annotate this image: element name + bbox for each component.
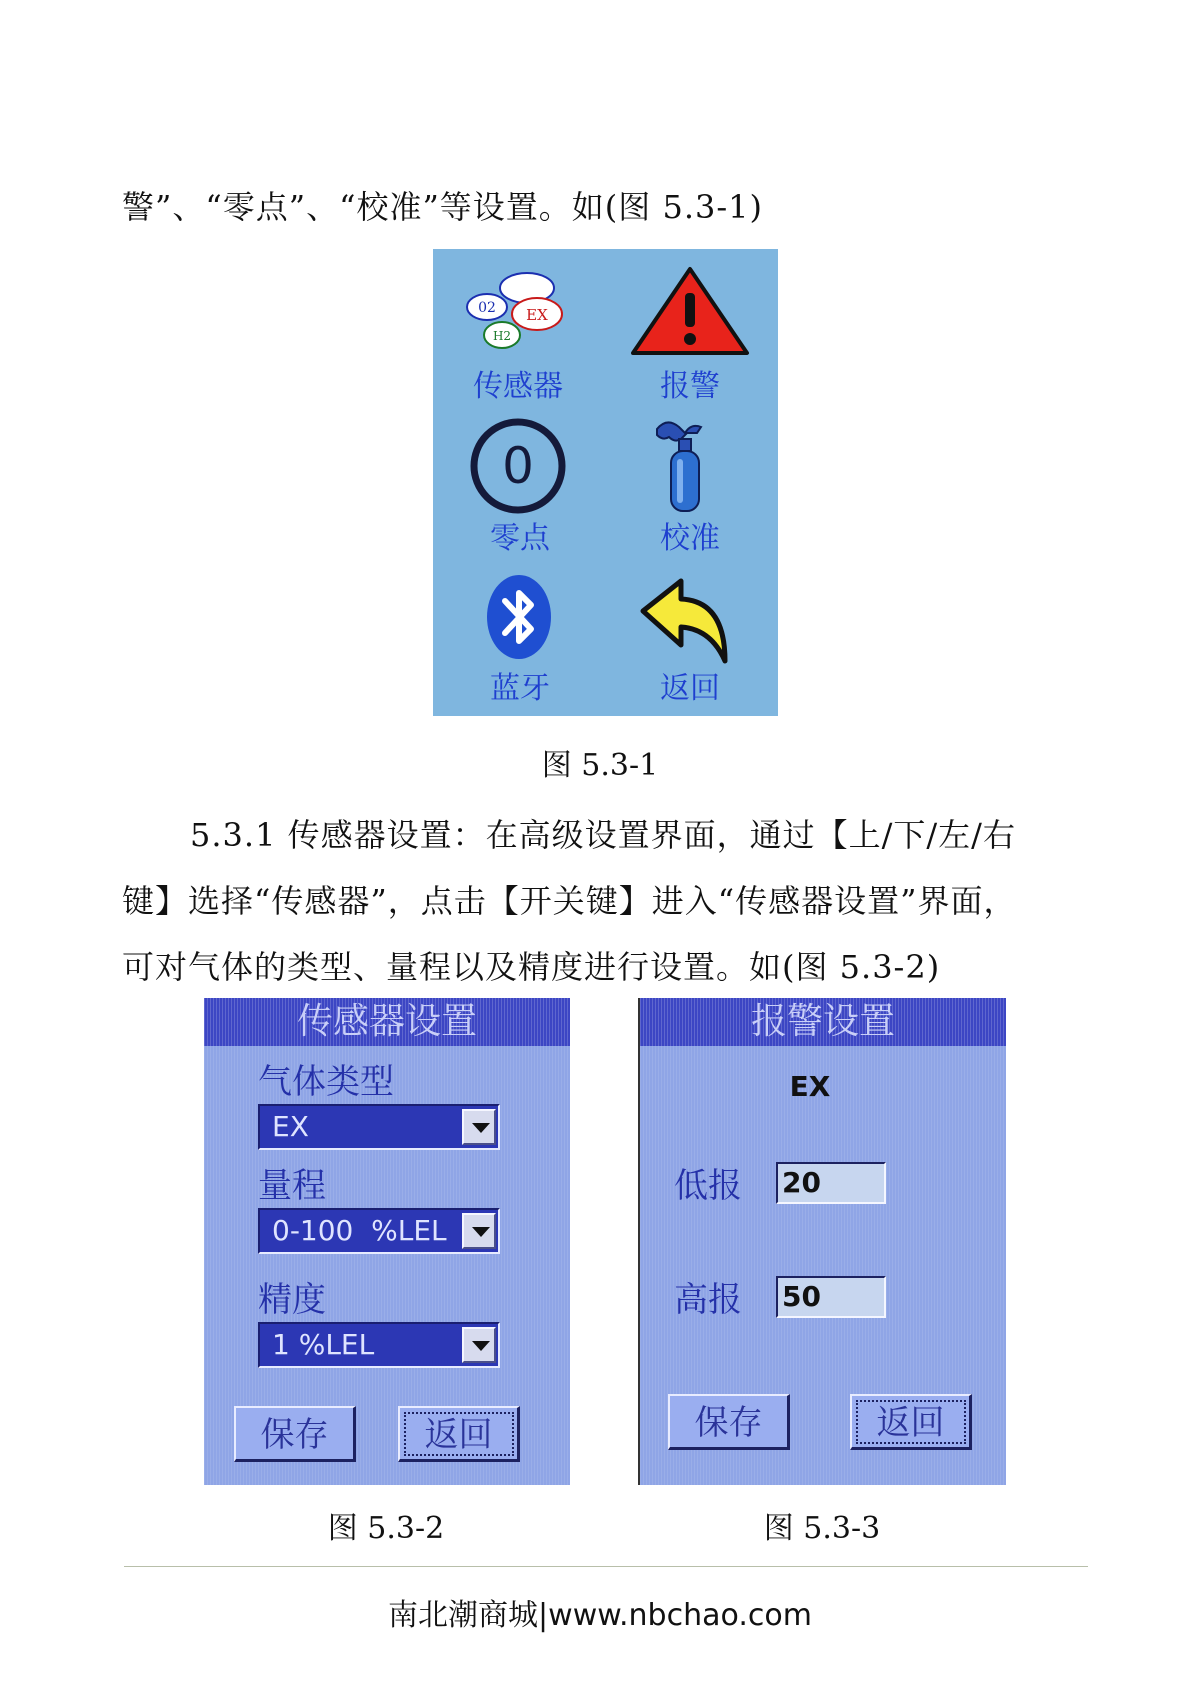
range-label: 量程	[258, 1166, 326, 1206]
bluetooth-icon	[485, 573, 553, 661]
back-arrow-icon	[637, 575, 731, 667]
back-menu-item[interactable]	[637, 575, 731, 671]
svg-text:H2: H2	[492, 329, 512, 343]
precision-value: 1 %LEL	[272, 1328, 375, 1361]
paragraph-line: 警”、“零点”、“校准”等设置。如(图 5.3-1)	[122, 188, 764, 226]
calibrate-menu-item[interactable]	[651, 415, 721, 517]
figure-caption: 图 5.3-1	[541, 748, 659, 783]
advanced-settings-menu	[433, 249, 778, 716]
screen-title: 传感器设置	[204, 998, 570, 1046]
svg-text:0: 0	[502, 437, 534, 495]
bluetooth-label[interactable]: 蓝牙	[490, 671, 550, 706]
range-value: 0-100 %LEL	[272, 1214, 447, 1247]
screen-title: 报警设置	[640, 998, 1006, 1046]
gas-type-select[interactable]	[258, 1104, 500, 1150]
high-alarm-label: 高报	[674, 1280, 742, 1320]
sensor-settings-screen	[204, 998, 570, 1485]
dropdown-arrow-icon[interactable]	[462, 1109, 496, 1145]
dropdown-arrow-icon[interactable]	[462, 1327, 496, 1363]
footer-text: 南北潮商城|www.nbchao.com	[388, 1598, 812, 1633]
sensor-label[interactable]: 传感器	[473, 369, 563, 404]
low-alarm-input[interactable]: 20	[776, 1162, 886, 1204]
gas-cylinder-icon	[651, 415, 721, 513]
paragraph-line: 可对气体的类型、量程以及精度进行设置。如(图 5.3-2)	[122, 948, 941, 986]
alarm-label[interactable]: 报警	[660, 369, 720, 404]
figure-caption: 图 5.3-3	[763, 1511, 881, 1546]
back-label[interactable]: 返回	[660, 671, 720, 706]
paragraph-line: 键】选择“传感器”，点击【开关键】进入“传感器设置”界面，	[122, 882, 1017, 920]
figure-caption: 图 5.3-2	[327, 1511, 445, 1546]
save-button[interactable]: 保存	[234, 1406, 356, 1462]
gas-type-value: EX	[272, 1110, 309, 1143]
calibrate-label[interactable]: 校准	[660, 521, 720, 556]
svg-text:02: 02	[478, 300, 496, 316]
zero-menu-item[interactable]	[469, 417, 567, 519]
warning-triangle-icon	[629, 265, 751, 357]
back-button[interactable]: 返回	[398, 1406, 520, 1462]
bluetooth-menu-item[interactable]	[485, 573, 553, 665]
gas-type-label: 气体类型	[258, 1062, 394, 1102]
high-alarm-input[interactable]: 50	[776, 1276, 886, 1318]
gas-name: EX	[789, 1070, 831, 1103]
gas-sensor-icon	[465, 269, 575, 353]
low-alarm-label: 低报	[674, 1166, 742, 1206]
svg-text:EX: EX	[526, 306, 548, 324]
back-button[interactable]: 返回	[850, 1394, 972, 1450]
save-button[interactable]: 保存	[668, 1394, 790, 1450]
range-select[interactable]	[258, 1208, 500, 1254]
dropdown-arrow-icon[interactable]	[462, 1213, 496, 1249]
paragraph-line: 5.3.1 传感器设置：在高级设置界面，通过【上/下/左/右	[190, 816, 1016, 854]
sensor-menu-item[interactable]	[465, 269, 575, 357]
alarm-settings-screen	[638, 998, 1006, 1485]
precision-select[interactable]	[258, 1322, 500, 1368]
footer-divider	[124, 1566, 1088, 1567]
zero-circle-icon	[469, 417, 567, 515]
precision-label: 精度	[258, 1280, 326, 1320]
zero-label[interactable]: 零点	[490, 521, 550, 556]
alarm-menu-item[interactable]	[629, 265, 751, 361]
